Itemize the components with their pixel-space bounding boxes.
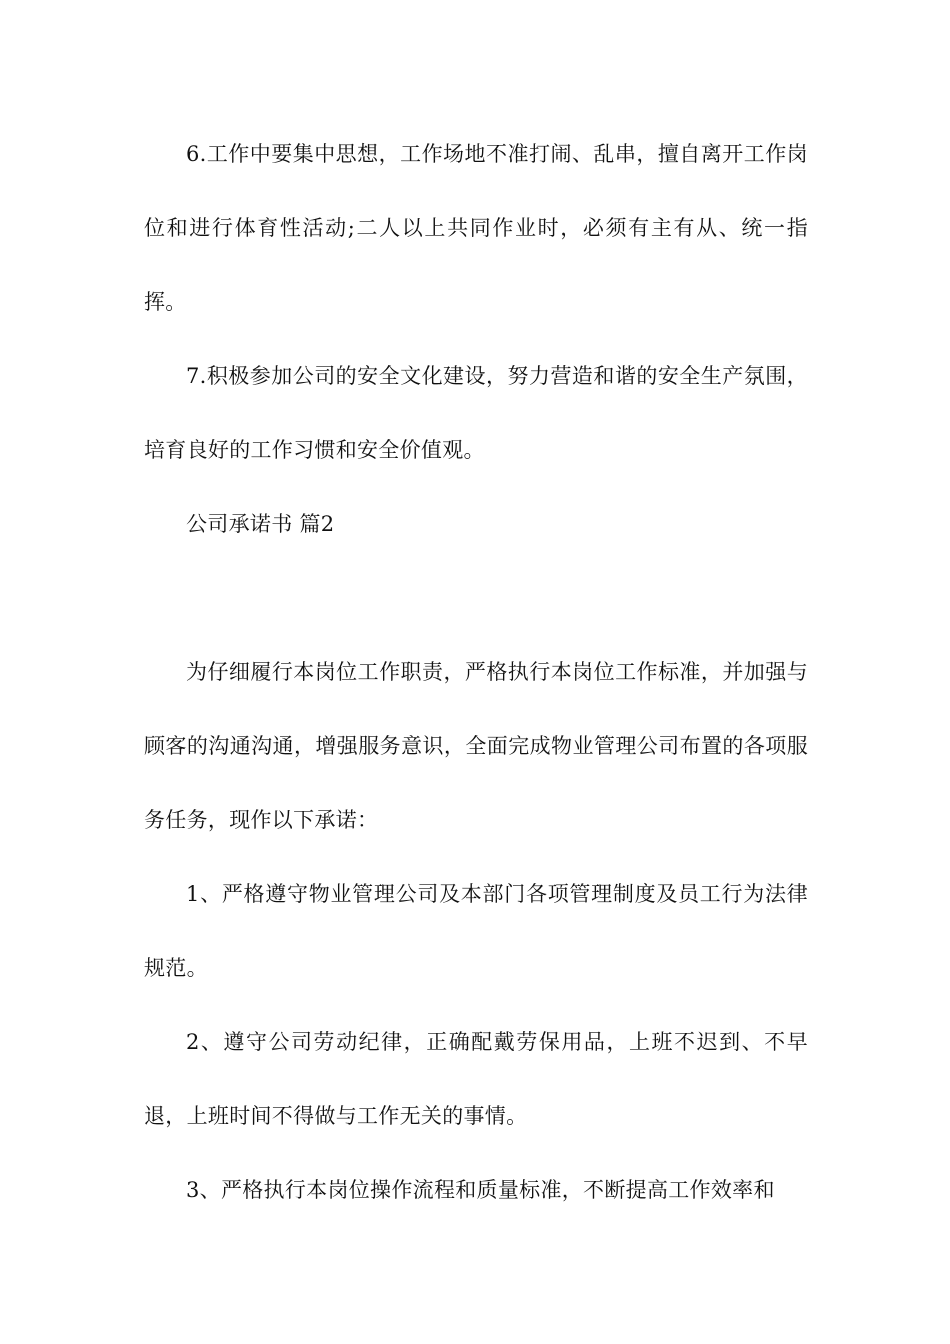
- intro-paragraph: 为仔细履行本岗位工作职责，严格执行本岗位工作标准，并加强与顾客的沟通沟通，增强服务意识，全面完成物业管理公司布置的各项服务任务，现作以下承诺：: [144, 660, 808, 832]
- commitment-item-3: 3、严格执行本岗位操作流程和质量标准，不断提高工作效率和: [186, 1178, 775, 1202]
- paragraph-item-7: 7.积极参加公司的安全文化建设，努力营造和谐的安全生产氛围，培育良好的工作习惯和安全价值观。: [144, 364, 808, 462]
- commitment-item-2: 2、遵守公司劳动纪律，正确配戴劳保用品，上班不迟到、不早退，上班时间不得做与工作无关的事情。: [144, 1030, 808, 1128]
- paragraph-item-6: 6.工作中要集中思想，工作场地不准打闹、乱串，擅自离开工作岗位和进行体育性活动;二人以上共同作业时，必须有主有从、统一指挥。: [144, 142, 808, 314]
- section-heading: 公司承诺书 篇2: [186, 512, 335, 536]
- commitment-item-1: 1、严格遵守物业管理公司及本部门各项管理制度及员工行为法律规范。: [144, 882, 808, 980]
